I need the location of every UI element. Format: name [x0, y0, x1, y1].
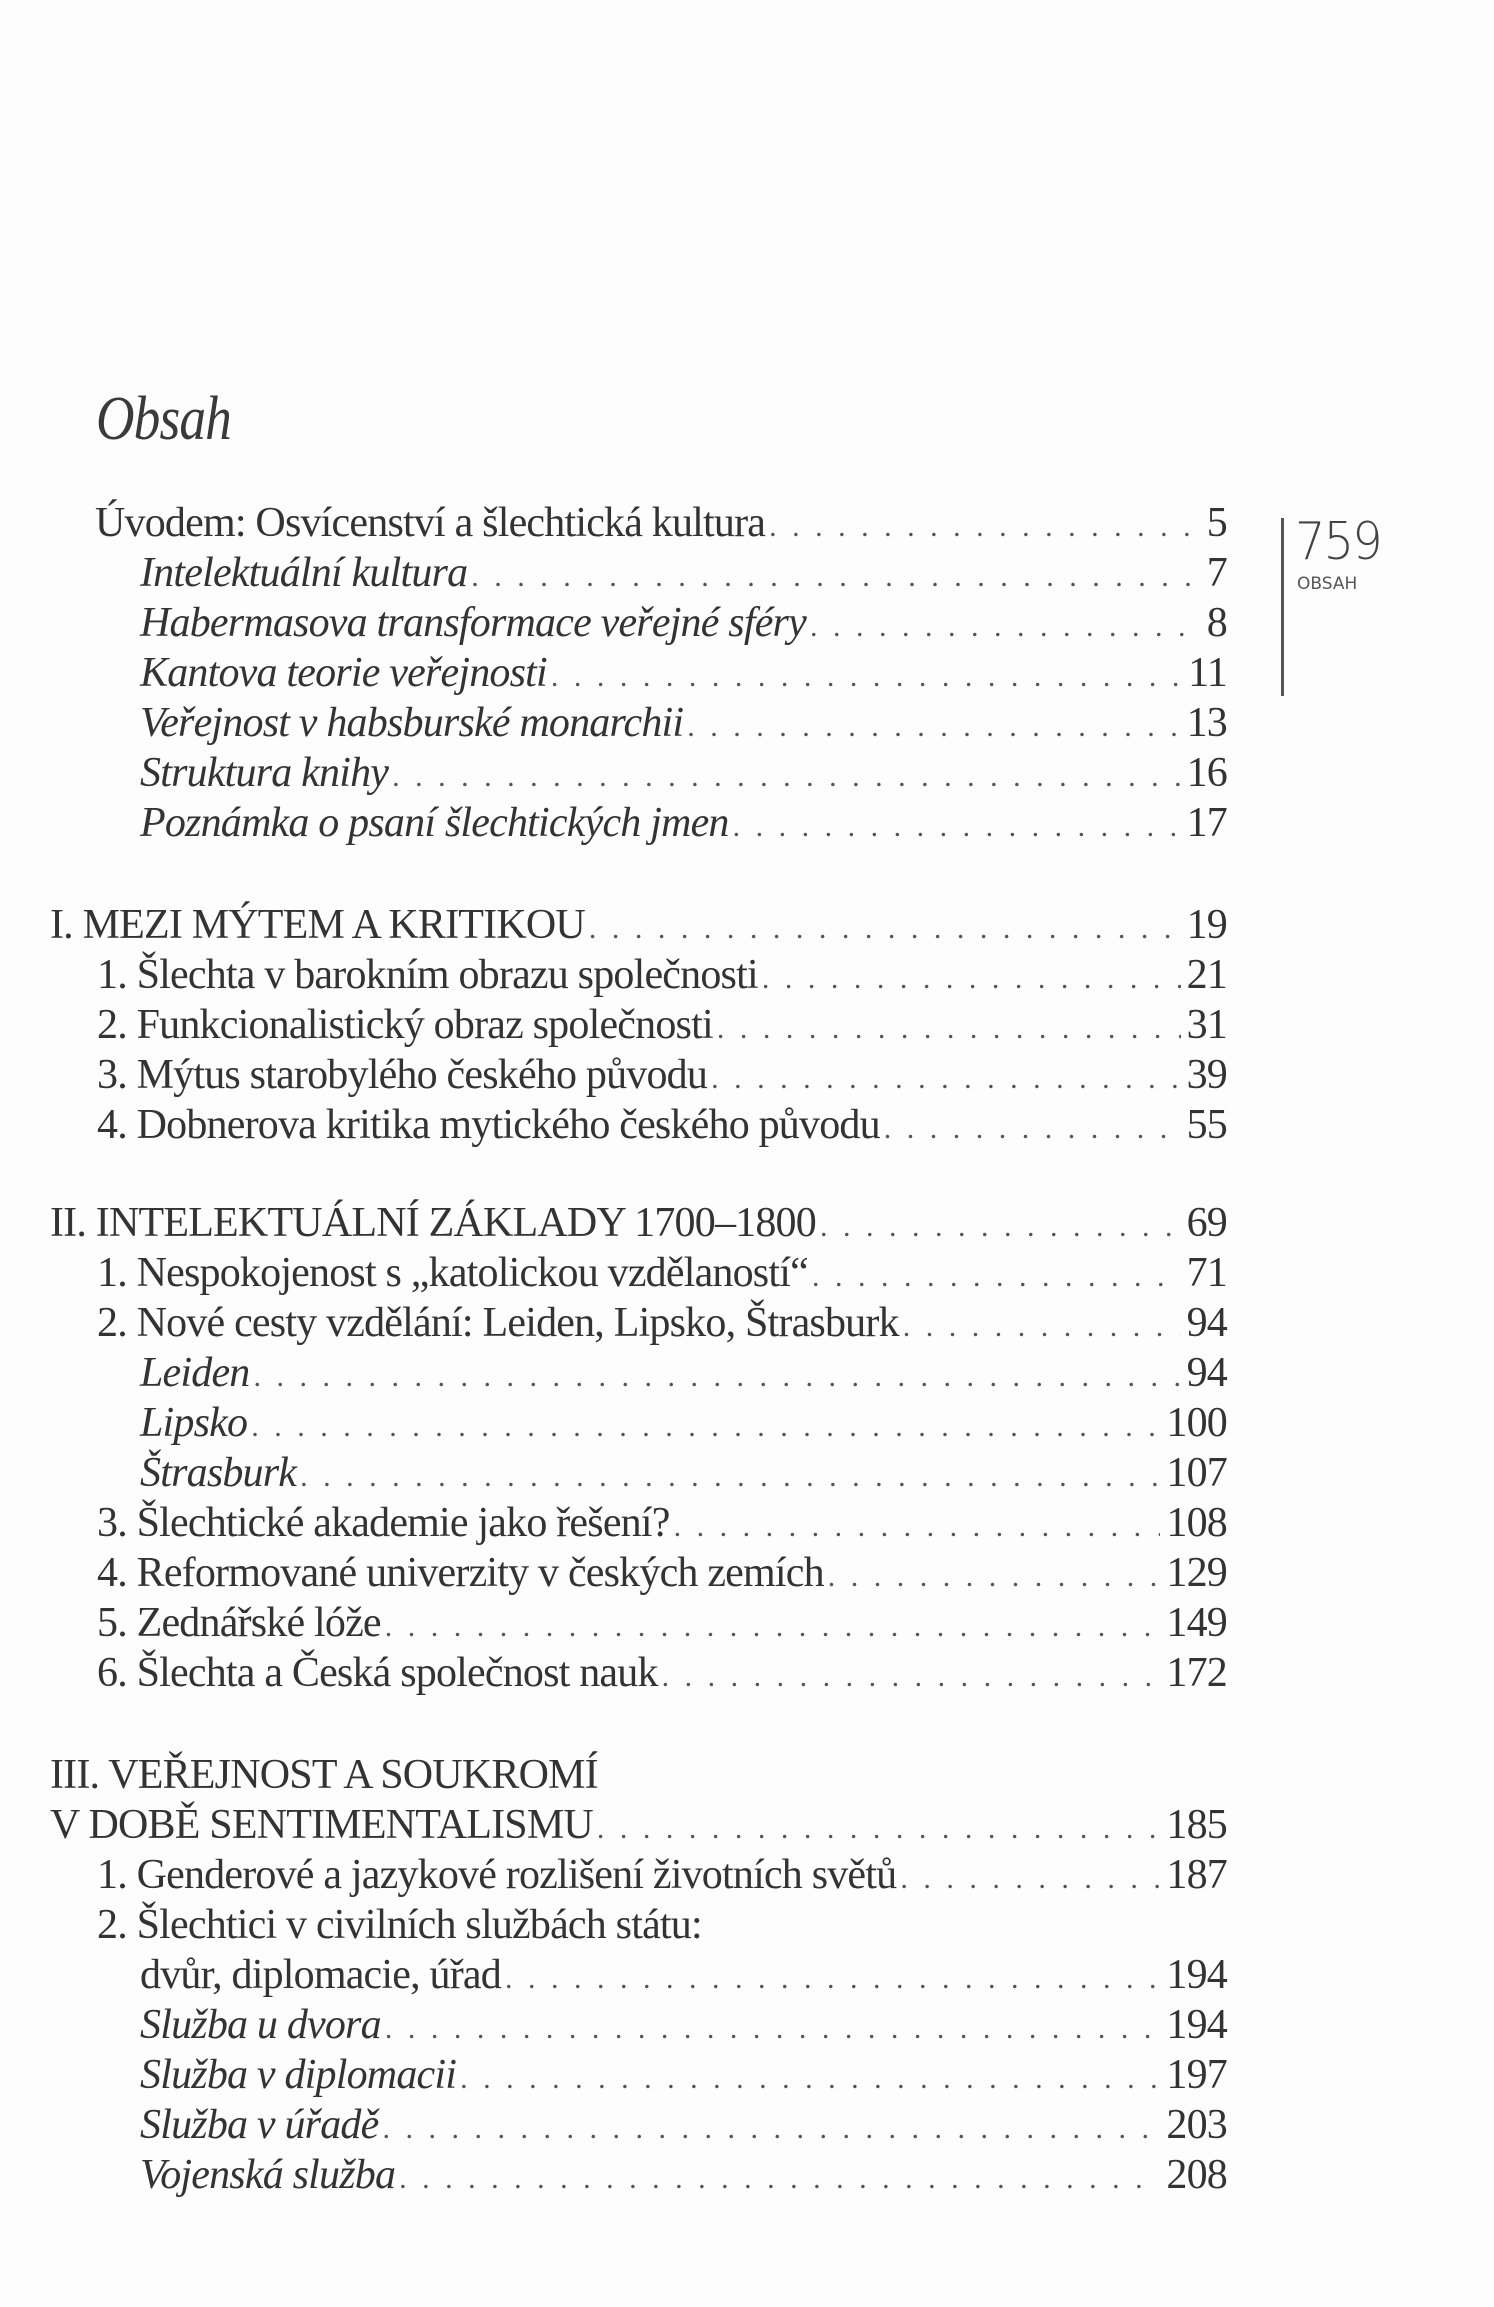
- toc-entry-label: Úvodem: Osvícenství a šlechtická kultura: [95, 500, 766, 546]
- toc-entry-label: 1. Genderové a jazykové rozlišení životních světů: [97, 1852, 897, 1898]
- toc-subentry[interactable]: [140, 2000, 1227, 2050]
- toc-entry[interactable]: [97, 1100, 1227, 1150]
- dot-leader: [828, 1552, 1161, 1602]
- toc-entry-label: Intelektuální kultura: [140, 550, 468, 596]
- toc-subentry[interactable]: [140, 698, 1227, 748]
- dot-leader: [589, 904, 1181, 954]
- toc-entry-page: 5: [1206, 500, 1227, 546]
- toc-entry-label: 1. Šlechta v barokním obrazu společnosti: [97, 952, 758, 998]
- dot-leader: [810, 602, 1191, 652]
- toc-entry[interactable]: [97, 1000, 1227, 1050]
- toc-entry-page: 21: [1186, 952, 1227, 998]
- toc-subentry[interactable]: [140, 1348, 1227, 1398]
- toc-subentry[interactable]: [140, 598, 1227, 648]
- toc-entry-label: Leiden: [140, 1350, 250, 1396]
- toc-entry-label: Vojenská služba: [140, 2152, 396, 2198]
- dot-leader: [900, 1854, 1160, 1904]
- toc-entry-page: 129: [1166, 1550, 1227, 1596]
- dot-leader: [254, 1352, 1181, 1402]
- toc-subentry[interactable]: [140, 748, 1227, 798]
- dot-leader: [392, 752, 1180, 802]
- dot-leader: [382, 2104, 1160, 2154]
- toc-entry-page: 187: [1166, 1852, 1227, 1898]
- toc-part-heading-line1[interactable]: [50, 1750, 598, 1800]
- toc-entry-page: 197: [1166, 2052, 1227, 2098]
- toc-subentry[interactable]: [140, 2150, 1227, 2200]
- dot-leader: [711, 1054, 1181, 1104]
- dot-leader: [903, 1302, 1181, 1352]
- toc-entry-label: Kantova teorie veřejnosti: [140, 650, 547, 696]
- toc-entry-page: 149: [1166, 1600, 1227, 1646]
- toc-entry-page: 208: [1166, 2152, 1227, 2198]
- toc-entry-page: 71: [1186, 1250, 1227, 1296]
- toc-part-heading[interactable]: [50, 1198, 1227, 1248]
- toc-entry-label: 4. Dobnerova kritika mytického českého původu: [97, 1102, 880, 1148]
- toc-subentry[interactable]: [140, 798, 1227, 848]
- dot-leader: [471, 552, 1191, 602]
- toc-entry-page: 194: [1166, 1952, 1227, 1998]
- dot-leader: [674, 1502, 1161, 1552]
- toc-entry[interactable]: [97, 1900, 702, 1950]
- toc-entry-label: 1. Nespokojenost s „katolickou vzdělaností“: [97, 1250, 808, 1296]
- toc-entry-label: V DOBĚ SENTIMENTALISMU: [50, 1802, 593, 1848]
- toc-entry-page: 94: [1186, 1300, 1227, 1346]
- dot-leader: [717, 1004, 1181, 1054]
- toc-subentry[interactable]: [140, 2100, 1227, 2150]
- toc-part-heading[interactable]: [50, 1800, 1227, 1850]
- toc-entry-label: 6. Šlechta a Česká společnost nauk: [97, 1650, 658, 1696]
- toc-subentry[interactable]: [140, 1398, 1227, 1448]
- toc-entry-label: Lipsko: [140, 1400, 248, 1446]
- toc-entry-page: 16: [1186, 750, 1227, 796]
- dot-leader: [597, 1804, 1160, 1854]
- toc-subentry[interactable]: [140, 2050, 1227, 2100]
- dot-leader: [505, 1954, 1160, 2004]
- toc-entry-label: Struktura knihy: [140, 750, 389, 796]
- toc-entry-label: 5. Zednářské lóže: [97, 1600, 381, 1646]
- toc-entry-label: 3. Mýtus starobylého českého původu: [97, 1052, 708, 1098]
- toc-entry-page: 13: [1186, 700, 1227, 746]
- dot-leader: [762, 954, 1181, 1004]
- folio-divider: [1281, 518, 1284, 696]
- toc-entry-page: 39: [1186, 1052, 1227, 1098]
- dot-leader: [399, 2154, 1160, 2204]
- toc-entry-page: 11: [1188, 650, 1227, 696]
- toc-entry-page: 8: [1206, 600, 1227, 646]
- dot-leader: [385, 2004, 1161, 2054]
- page-number: 759: [1295, 512, 1381, 572]
- toc-entry-label: dvůr, diplomacie, úřad: [140, 1952, 501, 1998]
- toc-entry-page: 19: [1186, 902, 1227, 948]
- toc-entry[interactable]: [97, 1050, 1227, 1100]
- dot-leader: [733, 802, 1181, 852]
- toc-entry[interactable]: [97, 1498, 1227, 1548]
- dot-leader: [884, 1104, 1181, 1154]
- toc-entry-label: 2. Šlechtici v civilních službách státu:: [97, 1902, 702, 1948]
- toc-entry-page: 172: [1166, 1650, 1227, 1696]
- dot-leader: [812, 1252, 1181, 1302]
- toc-entry-page: 69: [1186, 1200, 1227, 1246]
- toc-entry-label: 3. Šlechtické akademie jako řešení?: [97, 1500, 670, 1546]
- toc-entry-label: 4. Reformované univerzity v českých zemích: [97, 1550, 824, 1596]
- toc-entry[interactable]: [97, 1248, 1227, 1298]
- toc-entry-label: 2. Nové cesty vzdělání: Leiden, Lipsko, Štrasburk: [97, 1300, 899, 1346]
- toc-entry-label: II. INTELEKTUÁLNÍ ZÁKLADY 1700–1800: [50, 1200, 816, 1246]
- toc-entry-page: 107: [1166, 1450, 1227, 1496]
- dot-leader: [251, 1402, 1160, 1452]
- toc-part-heading[interactable]: [50, 900, 1227, 950]
- toc-entry-label: Habermasova transformace veřejné sféry: [140, 600, 806, 646]
- toc-entry-page: 17: [1186, 800, 1227, 846]
- dot-leader: [551, 652, 1182, 702]
- toc-entry-label: Štrasburk: [140, 1450, 297, 1496]
- toc-entry-page: 194: [1166, 2002, 1227, 2048]
- toc-entry-page: 203: [1166, 2102, 1227, 2148]
- toc-entry-label: 2. Funkcionalistický obraz společnosti: [97, 1002, 713, 1048]
- toc-entry-page: 100: [1166, 1400, 1227, 1446]
- toc-entry-label: Služba v úřadě: [140, 2102, 379, 2148]
- dot-leader: [662, 1652, 1161, 1702]
- toc-entry[interactable]: [95, 498, 1227, 548]
- toc-entry[interactable]: [97, 1598, 1227, 1648]
- toc-subentry[interactable]: [140, 648, 1227, 698]
- toc-entry-label: Služba u dvora: [140, 2002, 381, 2048]
- page-title: Obsah: [96, 385, 231, 453]
- toc-subentry[interactable]: [140, 1448, 1227, 1498]
- running-header-label: OBSAH: [1297, 574, 1358, 594]
- toc-entry[interactable]: [97, 950, 1227, 1000]
- dot-leader: [460, 2054, 1160, 2104]
- toc-entry-label: Veřejnost v habsburské monarchii: [140, 700, 684, 746]
- dot-leader: [687, 702, 1180, 752]
- toc-entry[interactable]: [97, 1548, 1227, 1598]
- dot-leader: [820, 1202, 1181, 1252]
- toc-entry-label: Poznámka o psaní šlechtických jmen: [140, 800, 729, 846]
- toc-subentry[interactable]: [140, 548, 1227, 598]
- toc-entry-label: I. MEZI MÝTEM A KRITIKOU: [50, 902, 585, 948]
- toc-entry[interactable]: [97, 1850, 1227, 1900]
- toc-entry-label: III. VEŘEJNOST A SOUKROMÍ: [50, 1752, 598, 1798]
- toc-entry-page: 55: [1186, 1102, 1227, 1148]
- toc-entry-continuation[interactable]: [140, 1950, 1227, 2000]
- toc-entry-page: 7: [1206, 550, 1227, 596]
- dot-leader: [385, 1602, 1161, 1652]
- dot-leader: [769, 502, 1191, 552]
- toc-entry-page: 94: [1186, 1350, 1227, 1396]
- toc-entry[interactable]: [97, 1648, 1227, 1698]
- toc-entry-page: 108: [1166, 1500, 1227, 1546]
- toc-entry[interactable]: [97, 1298, 1227, 1348]
- toc-entry-page: 185: [1166, 1802, 1227, 1848]
- toc-entry-label: Služba v diplomacii: [140, 2052, 457, 2098]
- toc-entry-page: 31: [1186, 1002, 1227, 1048]
- dot-leader: [300, 1452, 1160, 1502]
